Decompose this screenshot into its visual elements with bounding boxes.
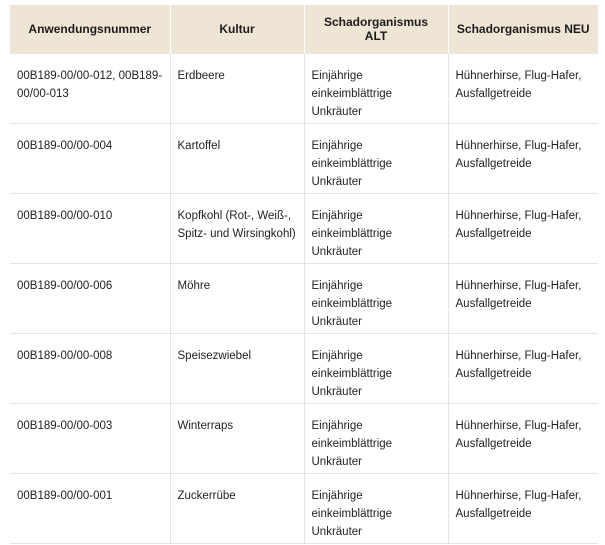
cell-schadorganismus-neu bbox=[448, 124, 598, 194]
cell-schadorganismus-neu bbox=[448, 54, 598, 124]
cell-text: 00B189-00/00-004 bbox=[17, 140, 113, 152]
cell-text: 00B189-00/00-008 bbox=[17, 350, 113, 362]
table-header bbox=[10, 5, 598, 54]
header-kultur: Kultur bbox=[170, 5, 304, 54]
header-row bbox=[10, 5, 598, 54]
table-row bbox=[10, 194, 598, 264]
cell-text: 00B189-00/00-001 bbox=[17, 490, 113, 502]
cell-anwendungsnummer bbox=[10, 124, 170, 194]
cell-text: 00B189-00/00-003 bbox=[17, 420, 113, 432]
cell-text: Hühnerhirse, Flug-Hafer, Ausfallgetreide bbox=[455, 490, 582, 520]
cell-text: Hühnerhirse, Flug-Hafer, Ausfallgetreide bbox=[455, 70, 582, 100]
cell-schadorganismus-neu bbox=[448, 404, 598, 474]
cell-anwendungsnummer bbox=[10, 54, 170, 124]
cell-kultur bbox=[170, 54, 304, 124]
table-body bbox=[10, 54, 598, 544]
cell-text: Möhre bbox=[177, 280, 211, 292]
cell-text: Hühnerhirse, Flug-Hafer, Ausfallgetreide bbox=[455, 420, 582, 450]
cell-kultur bbox=[170, 194, 304, 264]
data-table bbox=[10, 5, 598, 544]
cell-text: 00B189-00/00-010 bbox=[17, 210, 113, 222]
cell-text: Hühnerhirse, Flug-Hafer, Ausfallgetreide bbox=[455, 210, 582, 240]
cell-anwendungsnummer bbox=[10, 334, 170, 404]
cell-text: Einjährige einkeimblättrige Unkräuter bbox=[311, 210, 393, 258]
cell-schadorganismus-alt bbox=[304, 54, 448, 124]
cell-schadorganismus-alt bbox=[304, 474, 448, 544]
cell-text: Hühnerhirse, Flug-Hafer, Ausfallgetreide bbox=[455, 350, 582, 380]
cell-anwendungsnummer bbox=[10, 404, 170, 474]
header-schadorganismus-neu: Schadorganismus NEU bbox=[448, 5, 598, 54]
cell-text: Einjährige einkeimblättrige Unkräuter bbox=[311, 420, 393, 468]
table-row bbox=[10, 334, 598, 404]
cell-text: Kopfkohl (Rot-, Weiß-, Spitz- und Wirsingkohl) bbox=[177, 210, 296, 240]
cell-schadorganismus-neu bbox=[448, 264, 598, 334]
cell-kultur bbox=[170, 474, 304, 544]
cell-text: Erdbeere bbox=[177, 70, 225, 82]
cell-text: Speisezwiebel bbox=[177, 350, 252, 362]
cell-text: 00B189-00/00-006 bbox=[17, 280, 113, 292]
cell-anwendungsnummer bbox=[10, 264, 170, 334]
cell-anwendungsnummer bbox=[10, 194, 170, 264]
cell-text: Winterraps bbox=[177, 420, 234, 432]
cell-text: Einjährige einkeimblättrige Unkräuter bbox=[311, 70, 393, 118]
cell-schadorganismus-neu bbox=[448, 334, 598, 404]
cell-text: Einjährige einkeimblättrige Unkräuter bbox=[311, 140, 393, 188]
cell-schadorganismus-alt bbox=[304, 404, 448, 474]
cell-text: Einjährige einkeimblättrige Unkräuter bbox=[311, 490, 393, 538]
table-row bbox=[10, 54, 598, 124]
cell-kultur bbox=[170, 334, 304, 404]
cell-text: Zuckerrübe bbox=[177, 490, 236, 502]
table-row bbox=[10, 264, 598, 334]
cell-schadorganismus-alt bbox=[304, 194, 448, 264]
cell-kultur bbox=[170, 124, 304, 194]
cell-schadorganismus-neu bbox=[448, 194, 598, 264]
cell-anwendungsnummer bbox=[10, 474, 170, 544]
table-row bbox=[10, 404, 598, 474]
cell-text: Kartoffel bbox=[177, 140, 221, 152]
cell-kultur bbox=[170, 264, 304, 334]
cell-schadorganismus-alt bbox=[304, 124, 448, 194]
table-row bbox=[10, 474, 598, 544]
table-row bbox=[10, 124, 598, 194]
cell-schadorganismus-alt bbox=[304, 334, 448, 404]
header-schadorganismus-alt: Schadorganismus ALT bbox=[304, 5, 448, 54]
header-anwendungsnummer: Anwendungsnummer bbox=[10, 5, 170, 54]
cell-kultur bbox=[170, 404, 304, 474]
cell-text: Einjährige einkeimblättrige Unkräuter bbox=[311, 280, 393, 328]
cell-text: Hühnerhirse, Flug-Hafer, Ausfallgetreide bbox=[455, 140, 582, 170]
cell-text: 00B189-00/00-012, 00B189-00/00-013 bbox=[17, 70, 163, 100]
cell-text: Hühnerhirse, Flug-Hafer, Ausfallgetreide bbox=[455, 280, 582, 310]
cell-schadorganismus-neu bbox=[448, 474, 598, 544]
cell-text: Einjährige einkeimblättrige Unkräuter bbox=[311, 350, 393, 398]
cell-schadorganismus-alt bbox=[304, 264, 448, 334]
